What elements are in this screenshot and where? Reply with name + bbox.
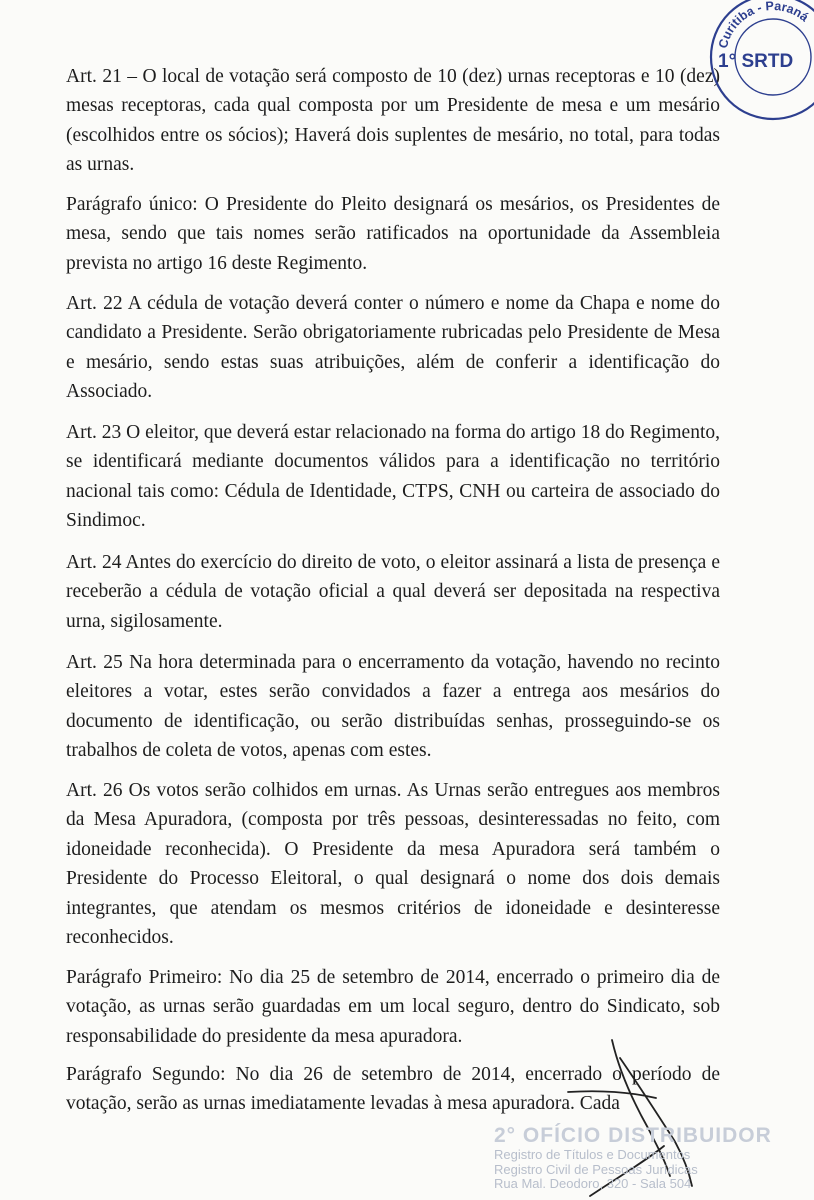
- registry-line: Registro Civil de Pessoas Jurídicas: [494, 1161, 698, 1177]
- article-23: Art. 23 O eleitor, que deverá estar relacionado na forma do artigo 18 do Regimento, se identificará mediante documentos válidos para a identificação no território nacional tais como: Cédula de Identidade, CTPS, CNH ou carteira de associado do Sindimoc.: [66, 422, 720, 532]
- article-26-paragraph-two: Parágrafo Segundo: No dia 26 de setembro de 2014, encerrado o período de votação, serão as urnas imediatamente levadas à mesa apuradora. Cada: [66, 1064, 720, 1115]
- article-21-sole-paragraph: Parágrafo único: O Presidente do Pleito designará os mesários, os Presidentes de mesa, sendo que tais nomes serão ratificados na oportunidade da Assembleia prevista no artigo 16 deste Regimento.: [66, 194, 720, 274]
- article-26-paragraph-one: Parágrafo Primeiro: No dia 25 de setembro de 2014, encerrado o primeiro dia de votação, as urnas serão guardadas em um local seguro, dentro do Sindicato, sob responsabilidade do presidente da mesa apuradora.: [66, 967, 720, 1047]
- article-22: Art. 22 A cédula de votação deverá conter o número e nome da Chapa e nome do candidato a Presidente. Serão obrigatoriamente rubricadas pelo Presidente de Mesa e mesário, sendo estas suas atribuições, além de conferir a identificação do Associado.: [66, 293, 720, 403]
- article-26: Art. 26 Os votos serão colhidos em urnas. As Urnas serão entregues aos membros da Mesa Apuradora, (composta por três pessoas, desinteressadas no feito, com idoneidade reconhecida). O Presidente da mesa Apuradora será também o Presidente do Processo Eleitoral, o qual designará o nome dos dois demais integrantes, que atendam os mesmos critérios de idoneidade e desinteresse reconhecidos.: [66, 780, 720, 949]
- registry-seal-stamp: [698, 0, 814, 132]
- registry-title: 2° OFÍCIO DISTRIBUIDOR: [494, 1124, 772, 1147]
- article-25: Art. 25 Na hora determinada para o encerramento da votação, havendo no recinto eleitores a votar, estes serão convidados a fazer a entrega aos mesários do documento de identificação, ou serão distribuídas senhas, prosseguindo-se os trabalhos de coleta de votos, apenas com estes.: [66, 652, 720, 762]
- registry-office-stamp: [494, 1124, 814, 1192]
- registry-line: Registro de Títulos e Documentos: [494, 1147, 691, 1162]
- stamp-office: 1° SRTD: [718, 51, 794, 72]
- article-24: Art. 24 Antes do exercício do direito de voto, o eleitor assinará a lista de presença e receberão a cédula de votação oficial a qual deverá ser depositada na respectiva urna, sigilosamente.: [66, 552, 720, 632]
- article-21: Art. 21 – O local de votação será composto de 10 (dez) urnas receptoras e 10 (dez) mesas receptoras, cada qual composta por um Presidente de mesa e um mesário (escolhidos entre os sócios); Haverá dois suplentes de mesário, no total, para todas as urnas.: [66, 66, 720, 176]
- registry-line: Rua Mal. Deodoro, 320 - Sala 504: [494, 1176, 692, 1191]
- stamp-city: Curitiba - Paraná: [715, 0, 812, 50]
